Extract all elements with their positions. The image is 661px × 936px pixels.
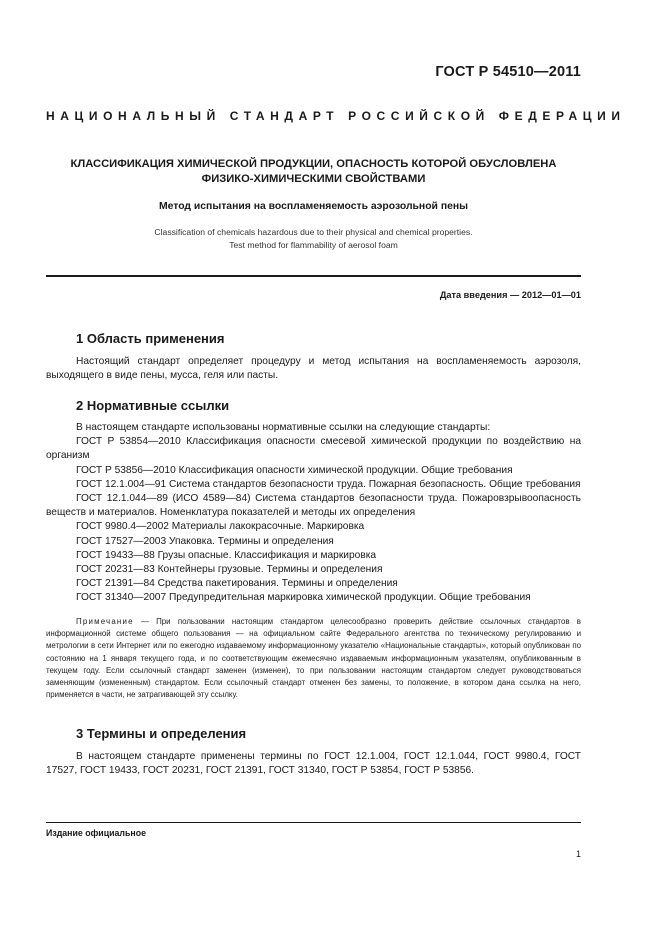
references-note xyxy=(46,616,581,701)
footer-divider xyxy=(46,822,581,823)
national-standard-banner: НАЦИОНАЛЬНЫЙ СТАНДАРТ РОССИЙСКОЙ ФЕДЕРАЦИИ xyxy=(46,109,626,123)
english-title-line-2: Test method for flammability of aerosol foam xyxy=(229,240,398,250)
section-3-paragraph: В настоящем стандарте применены термины по ГОСТ 12.1.004, ГОСТ 12.1.044, ГОСТ 9980.4, ГОСТ 17527, ГОСТ 19433, ГОСТ 20231, ГОСТ 21391, ГОСТ 31340, ГОСТ Р 53854, ГОСТ Р 53856. xyxy=(46,751,581,777)
section-2-heading: 2 Нормативные ссылки xyxy=(76,398,230,413)
standard-number: ГОСТ Р 54510—2011 xyxy=(435,64,581,80)
section-2-intro: В настоящем стандарте использованы нормативные ссылки на следующие стандарты: xyxy=(76,422,491,433)
page-number: 1 xyxy=(575,849,581,859)
section-1-body xyxy=(46,355,581,383)
title-line-2: ФИЗИКО-ХИМИЧЕСКИМИ СВОЙСТВАМИ xyxy=(201,173,426,185)
reference-item: ГОСТ 20231—83 Контейнеры грузовые. Термины и определения xyxy=(76,564,383,576)
title-divider xyxy=(46,275,581,277)
section-1-paragraph: Настоящий стандарт определяет процедуру и метод испытания на воспламеняемость аэрозоля, выходящего в виде пены, мусса, геля или пасты. xyxy=(46,356,581,382)
english-title-line-1: Classification of chemicals hazardous due to their physical and chemical properties. xyxy=(154,227,473,237)
english-title xyxy=(46,226,581,252)
document-subtitle: Метод испытания на воспламеняемость аэрозольной пены xyxy=(158,201,469,212)
section-2-body xyxy=(46,421,581,606)
section-3-body xyxy=(46,750,581,778)
document-title xyxy=(46,157,581,187)
section-1-heading: 1 Область применения xyxy=(76,331,225,346)
title-line-1: КЛАССИФИКАЦИЯ ХИМИЧЕСКОЙ ПРОДУКЦИИ, ОПАСНОСТЬ КОТОРОЙ ОБУСЛОВЛЕНА xyxy=(70,158,557,170)
reference-item: ГОСТ 9980.4—2002 Материалы лакокрасочные. Маркировка xyxy=(76,521,365,533)
official-edition-label: Издание официальное xyxy=(46,828,146,838)
note-text: — При пользовании настоящим стандартом целесообразно проверить действие ссылочных стандартов в информационной системе общего пользования — на официальном сайте Федерального агентства по техническому регулированию и метрологии в сети Интернет или по ежегодно издаваемому информационному указателю «Национальные стандарты», который опубликован по состоянию на 1 января текущего года, и по соответствующим ежемесячно издаваемым информационным указателям, опубликованным в текущем году. Если ссылочный стандарт заменен (изменен), то при пользовании настоящим стандартом следует руководствоваться заменяющим (измененным) стандартом. Если ссылочный стандарт отменен без замены, то положение, в котором дана ссылка на него, применяется в части, не затрагивающей эту ссылку. xyxy=(46,617,581,700)
introduction-date: Дата введения — 2012—01—01 xyxy=(439,290,581,300)
note-label: Примечание xyxy=(76,617,134,626)
section-3-heading: 3 Термины и определения xyxy=(76,726,247,741)
reference-item: ГОСТ 12.1.004—91 Система стандартов безопасности труда. Пожарная безопасность. Общие требования xyxy=(76,478,581,490)
reference-item: ГОСТ 21391—84 Средства пакетирования. Термины и определения xyxy=(76,578,398,590)
reference-item: ГОСТ 31340—2007 Предупредительная маркировка химической продукции. Общие требования xyxy=(76,592,531,604)
reference-item: ГОСТ Р 53854—2010 Классификация опасности смесевой химической продукции по воздействию на организм xyxy=(46,436,581,462)
reference-item: ГОСТ 12.1.044—89 (ИСО 4589—84) Система стандартов безопасности труда. Пожаровзрывоопасность веществ и материалов. Номенклатура показателей и методы их определения xyxy=(46,493,581,519)
reference-item: ГОСТ Р 53856—2010 Классификация опасности химической продукции. Общие требования xyxy=(76,464,513,476)
reference-item: ГОСТ 19433—88 Грузы опасные. Классификация и маркировка xyxy=(76,549,377,561)
reference-item: ГОСТ 17527—2003 Упаковка. Термины и определения xyxy=(76,535,334,547)
